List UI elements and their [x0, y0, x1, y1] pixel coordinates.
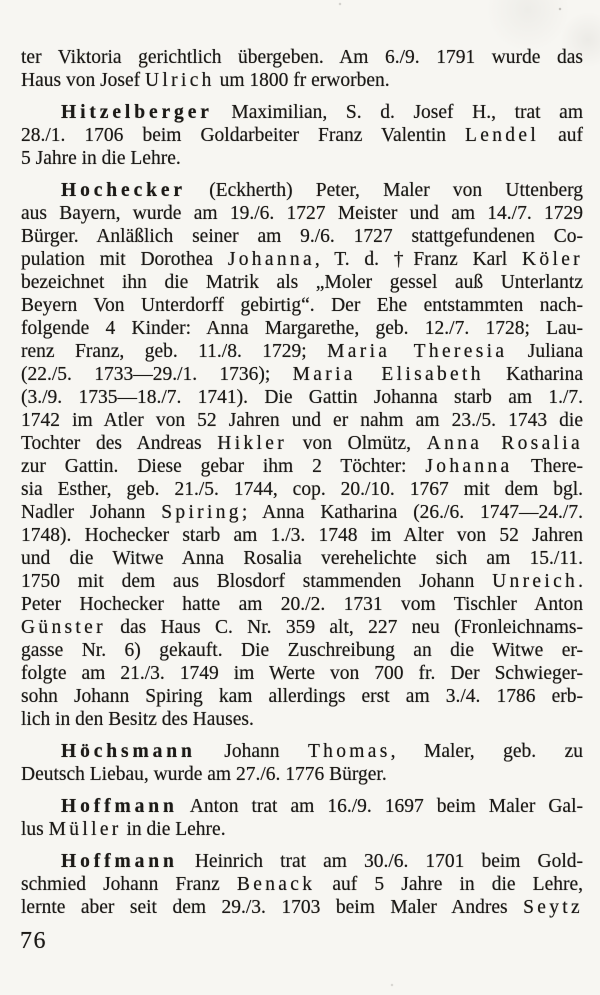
entry-name: Hochecker	[61, 180, 186, 201]
text-segment: in die Lehre.	[121, 819, 226, 840]
entry-name: Hitzelberger	[61, 102, 213, 123]
text-line	[21, 896, 583, 919]
text-segment: 1748). Hochecker starb am 1./3. 1748 im Alter von 52 Jahren	[21, 525, 583, 546]
text-line	[21, 795, 583, 818]
text-segment: ; Anna Katharina (26./6. 1747—24./7.	[241, 502, 583, 523]
text-line	[21, 409, 583, 432]
text-line	[21, 616, 583, 639]
text-segment: und die Witwe Anna Rosalia verehelichte sich am 15./11.	[21, 548, 583, 569]
text-line	[21, 740, 583, 763]
spaced-name: Benack	[236, 874, 316, 895]
text-segment: Johann	[195, 741, 308, 762]
text-line	[21, 179, 583, 202]
text-segment: 1750 mit dem aus Blosdorf stammenden Johann	[21, 571, 493, 592]
text-segment: Katharina	[483, 364, 583, 385]
text-segment: (22./5. 1733—29./1. 1736);	[21, 364, 293, 385]
text-segment: Bürger. Anläßlich seiner am 9./6. 1727 stattgefundenen Co-	[21, 226, 583, 247]
text-segment: sia Esther, geb. 21./5. 1744, cop. 20./10. 1767 mit dem bgl.	[21, 479, 583, 500]
text-line	[21, 225, 583, 248]
text-segment: schmied Johann Franz	[21, 874, 237, 895]
text-block	[21, 46, 583, 928]
text-segment: folgte am 21./3. 1749 im Werte von 700 fr. Der Schwieger-	[21, 663, 583, 684]
text-segment: .	[578, 571, 583, 592]
text-line	[21, 662, 583, 685]
text-segment: , T. d. †Franz Karl	[314, 249, 523, 270]
spaced-name: Hikler	[217, 433, 288, 454]
text-line	[21, 685, 583, 708]
text-line	[21, 850, 583, 873]
paragraph	[21, 795, 583, 841]
text-segment: Peter Hochecker hatte am 20./2. 1731 vom Tischler Anton	[21, 594, 583, 615]
text-segment: aus Bayern, wurde am 19./6. 1727 Meister und am 14./7. 1729	[21, 203, 583, 224]
text-segment: lich in den Besitz des Hauses.	[21, 709, 254, 730]
spaced-name: Anna Rosalia	[426, 433, 583, 454]
text-line	[21, 294, 583, 317]
text-line	[21, 478, 583, 501]
text-segment: Deutsch Liebau, wurde am 27./6. 1776 Bürger.	[21, 764, 387, 785]
text-line	[21, 124, 583, 147]
paragraph	[21, 740, 583, 786]
text-line	[21, 202, 583, 225]
text-segment: Nadler Johann	[21, 502, 162, 523]
text-segment: pulation mit Dorothea	[21, 249, 228, 270]
text-line	[21, 432, 583, 455]
spaced-name: Maria Theresia	[327, 341, 508, 362]
text-line	[21, 501, 583, 524]
text-segment: ter Viktoria gerichtlich übergeben. Am 6./9. 1791 wurde das	[21, 47, 583, 68]
spaced-name: Ulrich	[145, 70, 215, 91]
text-line	[21, 101, 583, 124]
spaced-name: Maria Elisabeth	[292, 364, 484, 385]
text-segment: 1742 im Atler von 52 Jahren und er nahm am 23./5. 1743 die	[21, 410, 583, 431]
spaced-name: Lendel	[465, 125, 540, 146]
text-line	[21, 386, 583, 409]
text-segment: 28./1. 1706 beim Goldarbeiter Franz Valentin	[21, 125, 466, 146]
text-segment: , Maler, geb. zu	[390, 741, 583, 762]
text-segment: Maximilian, S. d. Josef H., trat am	[212, 102, 583, 123]
spaced-name: Köler	[522, 249, 583, 270]
text-line	[21, 69, 583, 92]
text-line	[21, 873, 583, 896]
paragraph	[21, 46, 583, 92]
text-segment: das Haus C. Nr. 359 alt, 227 neu (Fronleichnams-	[105, 617, 583, 638]
text-segment: renz Franz, geb. 11./8. 1729;	[21, 341, 328, 362]
text-segment: auf 5 Jahre in die Lehre,	[315, 874, 583, 895]
text-line	[21, 570, 583, 593]
text-line	[21, 271, 583, 294]
text-segment: There-	[512, 456, 583, 477]
text-segment: lus	[21, 819, 49, 840]
text-line	[21, 639, 583, 662]
text-segment: (Eckherth) Peter, Maler von Uttenberg	[185, 180, 583, 201]
spaced-name: Müller	[48, 819, 122, 840]
page-number: 76	[20, 928, 47, 954]
paragraph	[21, 101, 583, 170]
text-line	[21, 547, 583, 570]
text-segment: (3./9. 1735—18./7. 1741). Die Gattin Johanna starb am 1./7.	[21, 387, 583, 408]
entry-name: Hoffmann	[61, 851, 178, 872]
text-segment: sohn Johann Spiring kam allerdings erst am 3./4. 1786 erb-	[21, 686, 583, 707]
text-segment: Tochter des Andreas	[21, 433, 218, 454]
text-line	[21, 818, 583, 841]
text-segment: gasse Nr. 6) gekauft. Die Zuschreibung an die Witwe er-	[21, 640, 583, 661]
text-line	[21, 248, 583, 271]
text-segment: lernte aber seit dem 29./3. 1703 beim Maler Andres	[21, 897, 524, 918]
entry-name: Hoffmann	[61, 796, 178, 817]
text-line	[21, 708, 583, 731]
text-line	[21, 524, 583, 547]
spaced-name: Thomas	[307, 741, 391, 762]
text-line	[21, 363, 583, 386]
spaced-name: Günster	[21, 617, 106, 638]
text-segment: Juliana	[507, 341, 583, 362]
spaced-name: Spiring	[161, 502, 242, 523]
text-segment: Beyern Von Unterdorff gebirtig“. Der Ehe entstammten nach-	[21, 295, 583, 316]
spaced-name: Unreich	[492, 571, 579, 592]
text-line	[21, 46, 583, 69]
text-segment: folgende 4 Kinder: Anna Margarethe, geb. 12./7. 1728; Lau-	[21, 318, 583, 339]
text-line	[21, 317, 583, 340]
spaced-name: Johanna	[227, 249, 315, 270]
text-segment: Haus von Josef	[21, 70, 146, 91]
text-line	[21, 147, 583, 170]
text-line	[21, 455, 583, 478]
text-segment: Heinrich trat am 30./6. 1701 beim Gold-	[177, 851, 583, 872]
text-line	[21, 593, 583, 616]
text-line	[21, 763, 583, 786]
spaced-name: Johanna	[425, 456, 513, 477]
text-line	[21, 340, 583, 363]
paragraph	[21, 179, 583, 731]
text-segment: von Olmütz,	[287, 433, 427, 454]
text-segment: auf	[539, 125, 583, 146]
text-segment: zur Gattin. Diese gebar ihm 2 Töchter:	[21, 456, 426, 477]
text-segment: 5 Jahre in die Lehre.	[21, 148, 181, 169]
paragraph	[21, 850, 583, 919]
entry-name: Höchsmann	[61, 741, 196, 762]
text-segment: Anton trat am 16./9. 1697 beim Maler Gal-	[177, 796, 583, 817]
text-segment: um 1800 fr erworben.	[214, 70, 390, 91]
text-segment: bezeichnet ihn die Matrik als „Moler gessel auß Unterlantz	[21, 272, 583, 293]
spaced-name: Seytz	[523, 897, 583, 918]
